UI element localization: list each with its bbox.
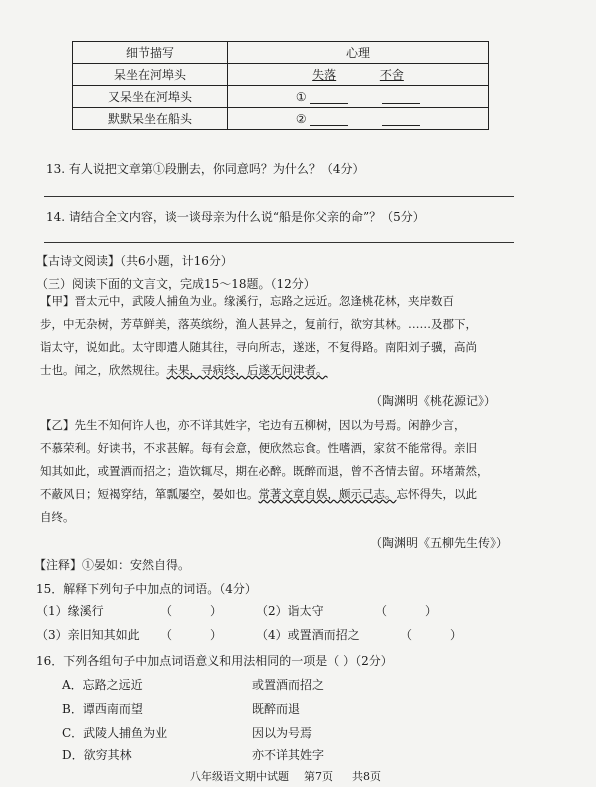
circle-num: ②	[295, 111, 307, 126]
q16-option: C．武陵人捕鱼为业	[62, 726, 168, 740]
mind-b: 不舍	[379, 68, 404, 82]
jia-line	[40, 359, 477, 382]
question-16-title: 16．下列各组句子中加点词语意义和用法相同的一项是（ ）（2分）	[36, 654, 393, 668]
header-mind: 心理	[228, 42, 489, 64]
table-row	[73, 108, 489, 130]
q15-item: （4）或置酒而招之	[256, 628, 360, 642]
answer-paren[interactable]: （ ）	[160, 604, 223, 618]
jia-text: 士也。闻之，欣然规往。	[40, 363, 167, 377]
q16-option-pair: 因以为号焉	[252, 726, 313, 740]
row-mind	[228, 64, 489, 86]
question-13: 13. 有人说把文章第①段删去，你同意吗？为什么？（4分）	[46, 162, 365, 176]
q16-option: D．欲穷其林	[62, 748, 132, 762]
detail-table	[72, 41, 489, 130]
section-title: 【古诗文阅读】（共6小题，计16分）	[36, 254, 233, 268]
yi-marked-sentence: 常著文章自娱，颇示己志。	[258, 487, 397, 501]
jia-line: 【甲】晋太元中，武陵人捕鱼为业。缘溪行，忘路之远近。忽逢桃花林，夹岸数百	[40, 294, 454, 308]
answer-paren[interactable]: （ ）	[375, 604, 438, 618]
header-detail: 细节描写	[73, 42, 228, 64]
jia-line: 步，中无杂树，芳草鲜美，落英缤纷，渔人甚异之，复前行，欲穷其林。……及郡下，	[40, 317, 477, 331]
yi-text: 不蔽风日；短褐穿结，箪瓢屡空，晏如也。	[40, 487, 259, 501]
q15-item: （2）诣太守	[256, 604, 324, 618]
q16-option: A．忘路之远近	[62, 678, 143, 692]
passage-yi	[40, 414, 489, 529]
answer-blank[interactable]	[382, 113, 420, 126]
question-15-title: 15．解释下列句子中加点的词语。（4分）	[36, 582, 257, 596]
table-header-row	[73, 42, 489, 64]
yi-line: 【乙】先生不知何许人也，亦不详其姓字，宅边有五柳树，因以为号焉。闲静少言，	[40, 418, 466, 432]
q15-item: （3）亲旧知其如此	[36, 628, 140, 642]
answer-paren[interactable]: （ ）	[160, 628, 223, 642]
passage-jia	[40, 290, 477, 382]
page-footer	[190, 768, 381, 784]
row-detail: 呆坐在河埠头	[73, 64, 228, 86]
yi-line: 自终。	[40, 510, 75, 524]
yi-source: （陶渊明《五柳先生传》）	[370, 536, 509, 550]
sub-title: （三）阅读下面的文言文，完成15～18题。（12分）	[36, 277, 316, 291]
q16-option-pair: 既醉而退	[252, 702, 301, 716]
q16-option: B．谭西南而望	[62, 702, 143, 716]
row-mind	[228, 108, 489, 130]
note: 【注释】①晏如：安然自得。	[34, 558, 191, 572]
q16-option-pair: 或置酒而招之	[252, 678, 325, 692]
q16-option-pair: 亦不详其姓字	[252, 748, 325, 762]
q15-item: （1）缘溪行	[36, 604, 104, 618]
jia-source: （陶渊明《桃花源记》）	[370, 394, 497, 408]
row-detail: 又呆坐在河埠头	[73, 86, 228, 108]
footer-total: 共8页	[352, 770, 381, 783]
yi-line: 知其如此，或置酒而招之；造饮辄尽，期在必醉。既醉而退，曾不吝情去留。环堵萧然，	[40, 464, 489, 478]
yi-text: 忘怀得失，以此	[396, 487, 477, 501]
table-row	[73, 64, 489, 86]
footer-page: 第7页	[304, 770, 333, 783]
question-14: 14. 请结合全文内容，谈一谈母亲为什么说“船是你父亲的命”？（5分）	[46, 210, 425, 224]
answer-blank[interactable]	[310, 91, 348, 104]
mind-a: 失落	[312, 68, 337, 82]
circle-num: ①	[295, 89, 307, 104]
jia-line: 诣太守，说如此。太守即遣人随其往，寻向所志，遂迷，不复得路。南阳刘子骥，高尚	[40, 340, 477, 354]
table-row	[73, 86, 489, 108]
yi-line	[40, 483, 489, 506]
answer-line-14[interactable]	[44, 242, 514, 243]
answer-blank[interactable]	[382, 91, 420, 104]
yi-line: 不慕荣利。好读书，不求甚解。每有会意，便欣然忘食。性嗜酒，家贫不能常得。亲旧	[40, 441, 477, 455]
answer-blank[interactable]	[310, 113, 348, 126]
answer-paren[interactable]: （ ）	[400, 628, 463, 642]
row-mind	[228, 86, 489, 108]
row-detail: 默默呆坐在船头	[73, 108, 228, 130]
footer-title: 八年级语文期中试题	[190, 770, 289, 783]
answer-line-13[interactable]	[44, 196, 514, 197]
jia-marked-sentence: 未果，寻病终，后遂无问津者。	[166, 363, 328, 377]
